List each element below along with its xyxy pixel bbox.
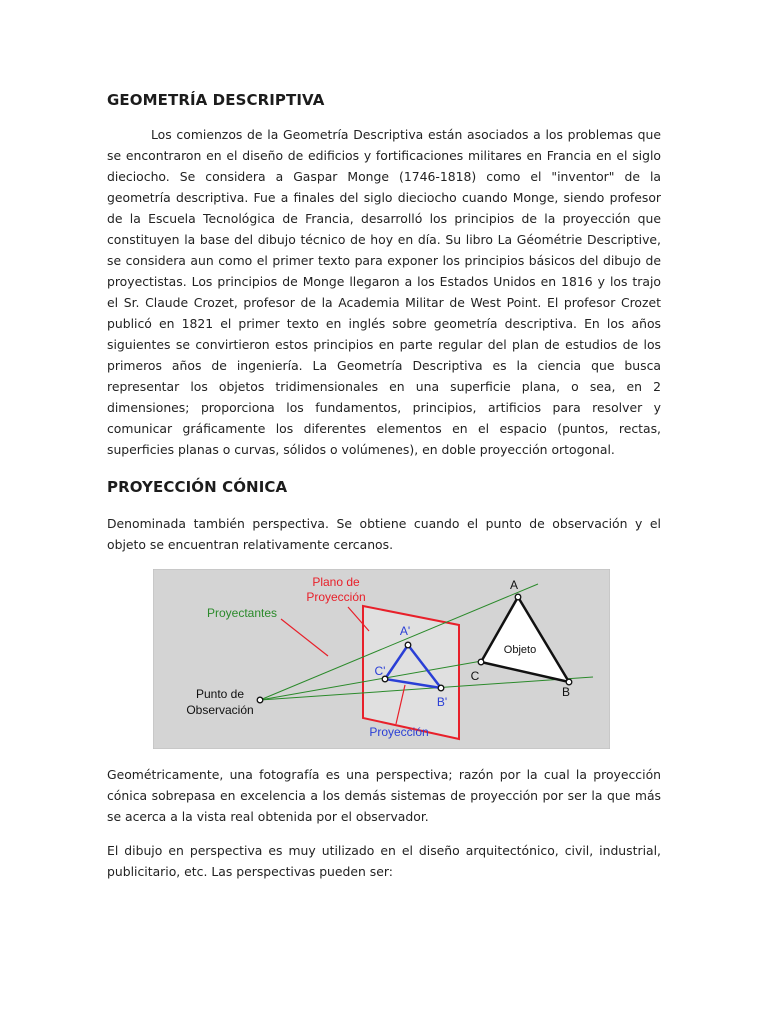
label-c: C: [470, 669, 480, 683]
label-plano-line1: Plano de: [312, 575, 360, 589]
label-objeto: Objeto: [503, 644, 537, 656]
label-punto-line1: Punto de: [195, 687, 245, 701]
paragraph-history: Los comienzos de la Geometría Descriptiva están asociados a los problemas que se encontraron en el diseño de edificios y fortificaciones militares en Francia en el siglo dieciocho. Se considera a Gaspar Monge (1746-1818) como el "inventor" de la geometría descriptiva. Fue a finales del siglo dieciocho cuando Monge, siendo profesor de la Escuela Tecnológica de Francia, desarrolló los principios de la proyección que constituyen la base del dibujo técnico de hoy en día. Su libro La Géométrie Descriptive, se considera aun como el primer texto para exponer los principios básicos del dibujo de proyectistas. Los principios de Monge llegaron a los Estados Unidos en 1816 y los trajo el Sr. Claude Crozet, profesor de la Academia Militar de West Point. El profesor Crozet publicó en 1821 el primer texto en inglés sobre geometría descriptiva. En los años siguientes se convirtieron estos principios en parte regular del plan de estudios de los primeros años de ingeniería. La Geometría Descriptiva es la ciencia que busca representar los objetos tridimensionales en una superficie plana, o sea, en 2 dimensiones; proporciona los fundamentos, principios, artificios para resolver y comunicar gráficamente los diferentes elementos en el espacio (puntos, rectas, superficies planas o curvas, sólidos o volúmenes), en doble proyección ortogonal.: [107, 127, 661, 457]
section-title-proyeccion-conica: PROYECCIÓN CÓNICA: [107, 478, 288, 496]
paragraph-uses: El dibujo en perspectiva es muy utilizado en el diseño arquitectónico, civil, industrial, publicitario, etc. Las perspectivas pueden ser:: [107, 843, 661, 879]
vertex-c: [478, 659, 484, 665]
label-a-prime: A': [399, 624, 411, 638]
paragraph-photography: Geométricamente, una fotografía es una perspectiva; razón por la cual la proyección cónica sobrepasa en excelencia a los demás sistemas de proyección por ser la que más se acerca a la vista real obtenida por el observador.: [107, 767, 661, 824]
label-a: A: [509, 578, 519, 592]
label-b: B: [561, 685, 571, 699]
vertex-b-prime: [438, 685, 444, 691]
label-plano-line2: Proyección: [306, 590, 366, 604]
vertex-a: [515, 594, 521, 600]
section-title-geometria-descriptiva: GEOMETRÍA DESCRIPTIVA: [107, 91, 325, 109]
vertex-b: [566, 679, 572, 685]
label-proyeccion: Proyección: [369, 725, 429, 739]
label-punto-line2: Observación: [186, 703, 254, 717]
vertex-a-prime: [405, 642, 411, 648]
conical-projection-figure: [153, 569, 610, 749]
label-proyectantes: Proyectantes: [207, 606, 278, 620]
label-c-prime: C': [374, 664, 386, 678]
label-b-prime: B': [436, 695, 448, 709]
paragraph-definition: Denominada también perspectiva. Se obtiene cuando el punto de observación y el objeto se encuentran relativamente cercanos.: [107, 516, 661, 552]
observation-point: [257, 697, 263, 703]
